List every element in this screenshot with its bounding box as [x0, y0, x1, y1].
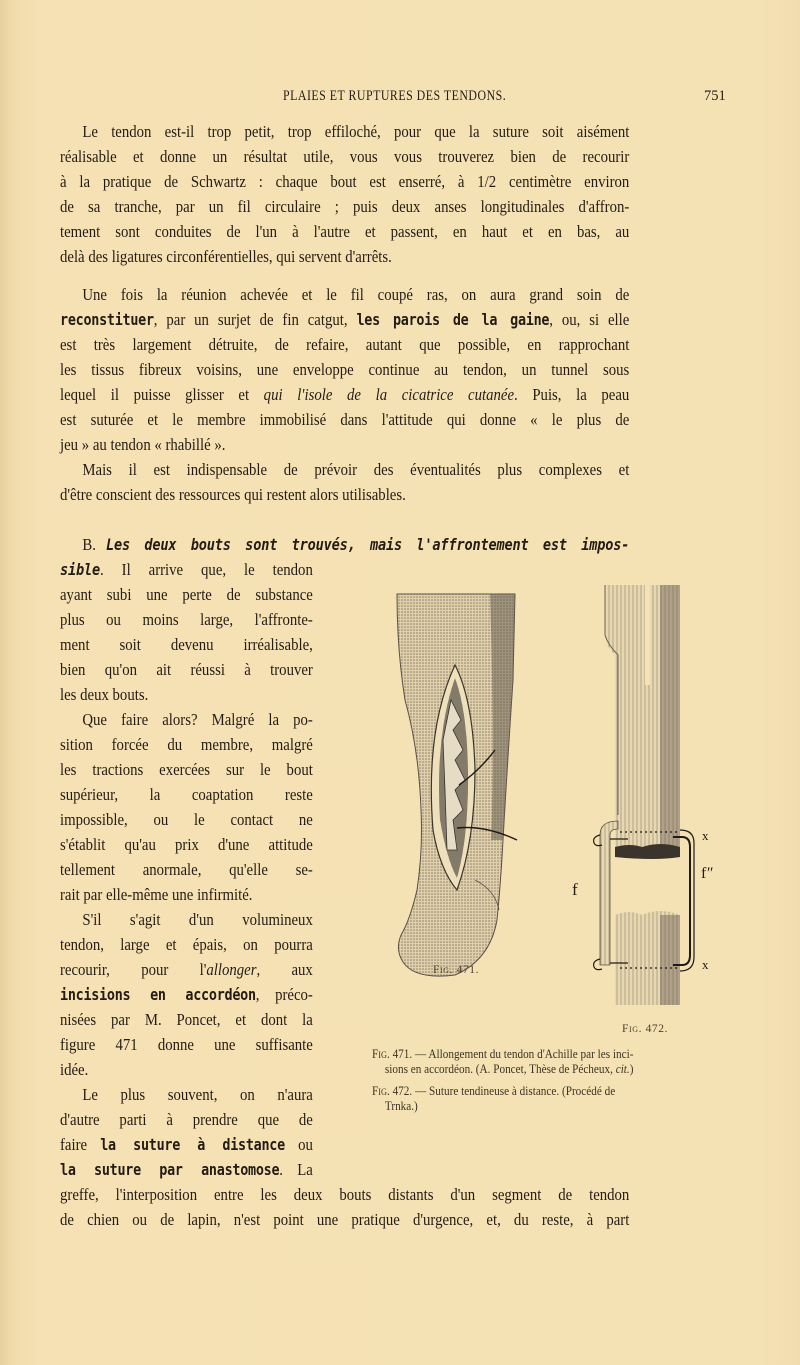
- text-line: est suturée et le membre immobilisé dans l'attitude qui donne « le plus de: [60, 410, 630, 429]
- text-line: supérieur, la coaptation reste: [60, 785, 313, 804]
- section-heading: [60, 534, 629, 555]
- text-line: sible. Il arrive que, le tendon: [60, 560, 313, 579]
- text-line: est très largement détruite, de refaire, autant que possible, en rapprochant: [60, 335, 630, 354]
- italic-phrase: qui l'isole de la cicatrice cutanée: [263, 385, 515, 404]
- running-head: [0, 88, 800, 108]
- text-line: les tissus fibreux voisins, une enveloppe continue au tendon, un tunnel sous: [60, 360, 630, 379]
- text-line: ayant subi une perte de substance: [60, 585, 313, 604]
- page-number: 751: [704, 88, 726, 104]
- text-line: delà des ligatures circonférentielles, qui servent d'arrêts.: [60, 247, 392, 266]
- annotation-x-top: x: [702, 828, 710, 843]
- text-line: plus ou moins large, l'affronte-: [60, 610, 313, 629]
- text-line: de sa tranche, par un fil circulaire ; puis deux anses longitudinales d'affron-: [60, 197, 630, 216]
- text-line: impossible, ou le contact ne: [60, 810, 313, 829]
- italic-phrase: allonger: [206, 960, 257, 979]
- text-line: Le tendon est-il trop petit, trop effiloché, pour que la suture soit aisément: [82, 122, 630, 141]
- text-line: idée.: [60, 1060, 89, 1079]
- text-line: s'établit qu'au prix d'une attitude: [60, 835, 313, 854]
- text-line: tendon, large et épais, on pourra: [60, 935, 313, 954]
- text-line: tellement anormale, qu'elle se-: [60, 860, 313, 879]
- text-line: figure 471 donne une suffisante: [60, 1035, 313, 1054]
- annotation-f: f: [572, 880, 579, 899]
- text-line: lequel il puisse glisser et qui l'isole de la cicatrice cutanée. Puis, la peau: [60, 385, 630, 404]
- section-letter: B.: [82, 535, 106, 554]
- text-line: faire la suture à distance ou: [60, 1135, 313, 1154]
- tendon-suture-diagram-icon: [580, 585, 710, 1005]
- figure-472-label: Fig. 472.: [622, 1023, 669, 1035]
- section-heading-text: Les deux bouts sont trouvés, mais l'affrontement est impos-: [105, 535, 630, 554]
- chapter-title: PLAIES ET RUPTURES DES TENDONS.: [283, 88, 507, 104]
- figure-471-label: Fig. 471.: [433, 964, 480, 976]
- figure-471-caption: Fig. 471. — Allongement du tendon d'Achille par les inci- sions en accordéon. (A. Poncet, Thèse de Pécheux, cit.): [372, 1047, 634, 1076]
- text-line: d'être conscient des ressources qui restent alors utilisables.: [60, 485, 406, 504]
- text-line: réalisable et donne un résultat utile, vous vous trouverez bien de recourir: [60, 147, 630, 166]
- text-line: tement sont conduites de l'un à l'autre et passent, en haut et en bas, au: [60, 222, 630, 241]
- leg-illustration-icon: [395, 590, 520, 980]
- text-line: d'autre parti à prendre que de: [60, 1110, 313, 1129]
- text-line: Mais il est indispensable de prévoir des éventualités plus complexes et: [82, 460, 630, 479]
- figure-472-caption: Fig. 472. — Suture tendineuse à distance. (Procédé de Trnka.): [372, 1084, 616, 1113]
- text-line: incisions en accordéon, préco-: [60, 985, 313, 1004]
- bold-term: reconstituer: [60, 311, 154, 329]
- text-line: ment soit devenu irréalisable,: [60, 635, 313, 654]
- bold-term: la suture à distance: [100, 1136, 285, 1154]
- bold-term: les parois de la gaine: [356, 311, 550, 329]
- annotation-f-double: f″: [701, 865, 715, 882]
- text-line: Que faire alors? Malgré la po-: [82, 710, 313, 729]
- figure-471-illustration: [395, 590, 520, 980]
- text-line: jeu » au tendon « rhabillé ».: [60, 435, 226, 454]
- annotation-x-bottom: x: [702, 957, 710, 972]
- text-line: Le plus souvent, on n'aura: [82, 1085, 313, 1104]
- text-line: les deux bouts.: [60, 685, 149, 704]
- text-line: sition forcée du membre, malgré: [60, 735, 313, 754]
- text-line: Une fois la réunion achevée et le fil coupé ras, on aura grand soin de: [82, 285, 630, 304]
- figure-472-illustration: [572, 585, 715, 1045]
- text-line: greffe, l'interposition entre les deux bouts distants d'un segment de tendon: [60, 1185, 630, 1204]
- text-line: de chien ou de lapin, n'est point une pratique d'urgence, et, du reste, à part: [60, 1210, 630, 1229]
- text-line: à la pratique de Schwartz : chaque bout est enserré, à 1/2 centimètre environ: [60, 172, 630, 191]
- text-line: les tractions exercées sur le bout: [60, 760, 313, 779]
- text-line: reconstituer, par un surjet de fin catgut, les parois de la gaine, ou, si elle: [60, 310, 630, 329]
- bold-term: la suture par anastomose: [60, 1161, 280, 1179]
- text-line: recourir, pour l'allonger, aux: [60, 960, 313, 979]
- text-line: la suture par anastomose. La: [60, 1160, 313, 1179]
- text-line: bien qu'on ait réussi à trouver: [60, 660, 313, 679]
- text-line: S'il s'agit d'un volumineux: [82, 910, 313, 929]
- text-line: rait par elle-même une infirmité.: [60, 885, 253, 904]
- text-line: nisées par M. Poncet, et dont la: [60, 1010, 313, 1029]
- bold-term: incisions en accordéon: [60, 986, 256, 1004]
